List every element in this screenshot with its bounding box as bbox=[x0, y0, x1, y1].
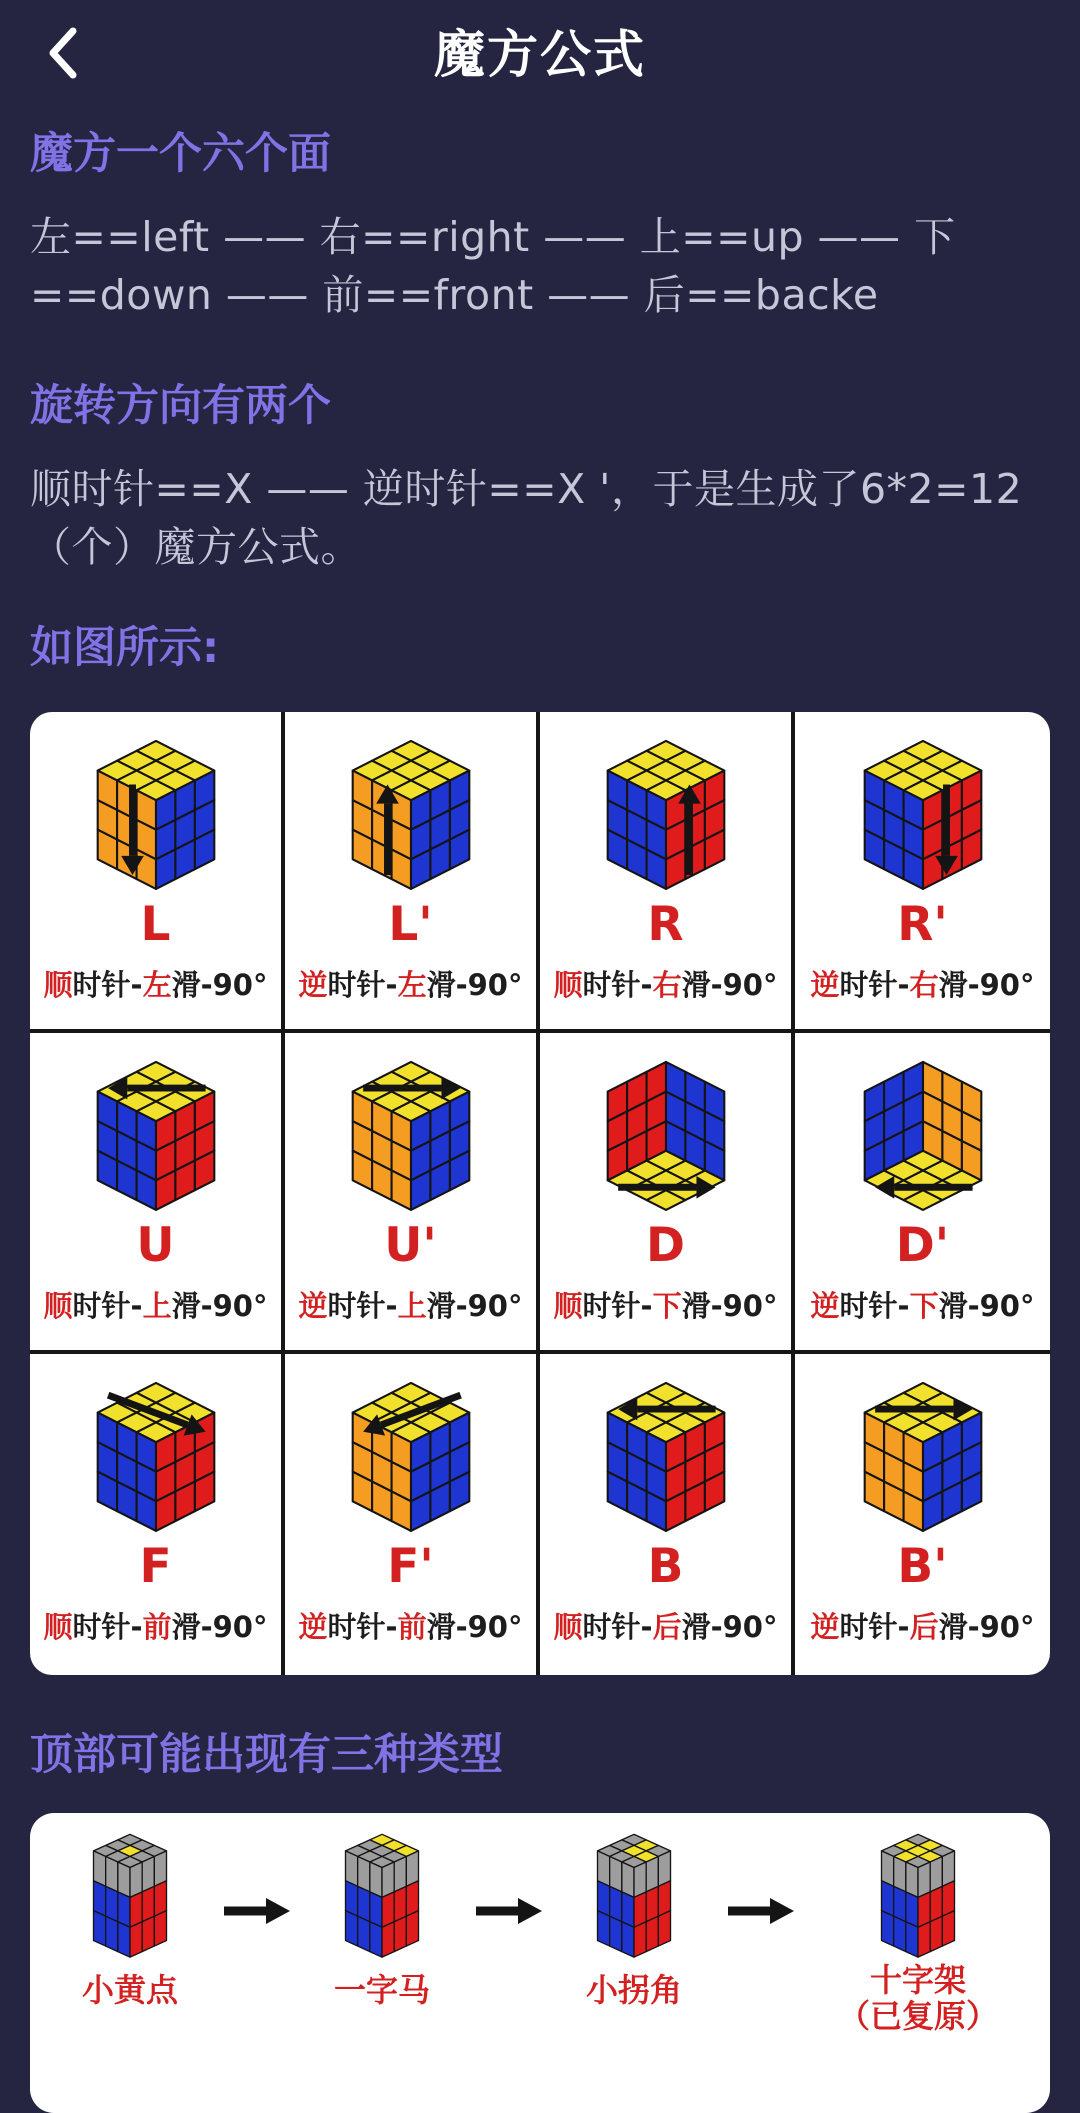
highlighted-char: 右 bbox=[909, 967, 939, 1002]
highlighted-char: 左 bbox=[142, 967, 172, 1002]
move-description bbox=[554, 1605, 778, 1646]
plain-text: 滑-90° bbox=[426, 1288, 523, 1323]
move-label: R' bbox=[897, 897, 948, 953]
stage-label-line1: 小拐角 bbox=[585, 1970, 682, 2009]
stage-label-line1: 十字架 bbox=[869, 1960, 966, 1999]
plain-text: 时针- bbox=[72, 967, 143, 1002]
highlighted-char: 逆 bbox=[298, 1288, 328, 1323]
stage-label bbox=[585, 1970, 682, 2009]
move-description bbox=[811, 1605, 1035, 1646]
move-label: F' bbox=[387, 1539, 434, 1595]
highlighted-char: 顺 bbox=[553, 967, 583, 1002]
highlighted-char: 左 bbox=[397, 967, 427, 1002]
move-description bbox=[299, 963, 523, 1004]
plain-text: 时针- bbox=[582, 1609, 653, 1644]
formula-cell-D-prime bbox=[795, 1033, 1050, 1354]
plain-text: 时针- bbox=[839, 1288, 910, 1323]
plain-text: 滑-90° bbox=[681, 1609, 778, 1644]
plain-text: 滑-90° bbox=[426, 967, 523, 1002]
formula-cell-D bbox=[540, 1033, 795, 1354]
move-description bbox=[299, 1284, 523, 1325]
plain-text: 时针- bbox=[72, 1609, 143, 1644]
cube-illustration-U-prime bbox=[337, 1055, 485, 1216]
top-types-image[interactable] bbox=[30, 1813, 1050, 2113]
plain-text: 滑-90° bbox=[426, 1609, 523, 1644]
cube-illustration-F-prime bbox=[337, 1376, 485, 1537]
cube-illustration-R-prime bbox=[849, 734, 997, 895]
stage-label bbox=[333, 1970, 430, 2009]
highlighted-char: 下 bbox=[652, 1288, 682, 1323]
page-title: 魔方公式 bbox=[433, 26, 646, 85]
formula-cell-B bbox=[540, 1354, 795, 1675]
plain-text: 滑-90° bbox=[171, 967, 268, 1002]
highlighted-char: 下 bbox=[909, 1288, 939, 1323]
move-description bbox=[554, 1284, 778, 1325]
formula-cell-R bbox=[540, 712, 795, 1033]
highlighted-char: 右 bbox=[652, 967, 682, 1002]
highlighted-char: 顺 bbox=[553, 1288, 583, 1323]
move-label: L' bbox=[388, 897, 433, 953]
plain-text: 滑-90° bbox=[171, 1609, 268, 1644]
move-label: B' bbox=[897, 1539, 948, 1595]
cube-illustration-B bbox=[592, 1376, 740, 1537]
plain-text: 时针- bbox=[327, 967, 398, 1002]
stage-cube-cross bbox=[876, 1831, 960, 1961]
move-description bbox=[811, 1284, 1035, 1325]
stage-cube-corner bbox=[592, 1831, 676, 1961]
cube-illustration-L-prime bbox=[337, 734, 485, 895]
move-label: U bbox=[136, 1218, 175, 1274]
highlighted-char: 顺 bbox=[43, 1609, 73, 1644]
cube-illustration-D-prime bbox=[849, 1055, 997, 1216]
section-heading-top-types: 顶部可能出现有三种类型 bbox=[30, 1730, 503, 1781]
back-button[interactable] bbox=[34, 20, 90, 86]
formula-cell-B-prime bbox=[795, 1354, 1050, 1675]
highlighted-char: 后 bbox=[909, 1609, 939, 1644]
formula-cell-L bbox=[30, 712, 285, 1033]
move-label: D bbox=[645, 1218, 685, 1274]
plain-text: 时针- bbox=[327, 1288, 398, 1323]
cube-illustration-B-prime bbox=[849, 1376, 997, 1537]
formula-grid bbox=[30, 712, 1050, 1675]
move-label: F bbox=[139, 1539, 172, 1595]
stage-label bbox=[837, 1960, 998, 2035]
highlighted-char: 前 bbox=[397, 1609, 427, 1644]
stage-cross bbox=[838, 1831, 998, 2035]
plain-text: 滑-90° bbox=[938, 967, 1035, 1002]
plain-text: 时针- bbox=[327, 1609, 398, 1644]
formula-diagram-image[interactable] bbox=[30, 712, 1050, 1675]
rotation-body-text: 顺时针==X —— 逆时针==X '，于是生成了6*2=12（个）魔方公式。 bbox=[30, 464, 1023, 572]
plain-text: 时针- bbox=[839, 1609, 910, 1644]
stage-cube-line bbox=[340, 1831, 424, 1961]
highlighted-char: 逆 bbox=[810, 1609, 840, 1644]
move-label: B bbox=[647, 1539, 684, 1595]
move-label: D' bbox=[895, 1218, 950, 1274]
highlighted-char: 逆 bbox=[298, 1609, 328, 1644]
stage-cube-dot bbox=[88, 1831, 172, 1961]
highlighted-char: 前 bbox=[142, 1609, 172, 1644]
highlighted-char: 顺 bbox=[43, 967, 73, 1002]
highlighted-char: 顺 bbox=[43, 1288, 73, 1323]
plain-text: 滑-90° bbox=[938, 1288, 1035, 1323]
stage-label-line1: 小黄点 bbox=[81, 1970, 178, 2009]
chevron-left-icon bbox=[43, 25, 81, 81]
section-heading-rotation: 旋转方向有两个 bbox=[30, 381, 331, 432]
section-heading-faces: 魔方一个六个面 bbox=[30, 129, 331, 179]
right-arrow-icon bbox=[472, 1891, 544, 1931]
cube-illustration-D bbox=[592, 1055, 740, 1216]
header bbox=[0, 0, 1080, 106]
plain-text: 时针- bbox=[582, 967, 653, 1002]
highlighted-char: 逆 bbox=[298, 967, 328, 1002]
cube-illustration-U bbox=[82, 1055, 230, 1216]
move-description bbox=[554, 963, 778, 1004]
formula-cell-L-prime bbox=[285, 712, 540, 1033]
move-description bbox=[44, 1605, 268, 1646]
stage-label-line2: （已复原） bbox=[837, 1996, 998, 2035]
cube-illustration-F bbox=[82, 1376, 230, 1537]
formula-cell-F bbox=[30, 1354, 285, 1675]
article-content bbox=[0, 128, 1080, 2113]
right-arrow-icon bbox=[220, 1891, 292, 1931]
plain-text: 时针- bbox=[72, 1288, 143, 1323]
plain-text: 滑-90° bbox=[681, 1288, 778, 1323]
stage-label-line1: 一字马 bbox=[333, 1970, 430, 2009]
plain-text: 时针- bbox=[582, 1288, 653, 1323]
move-label: U' bbox=[384, 1218, 437, 1274]
move-description bbox=[299, 1605, 523, 1646]
move-label: R bbox=[647, 897, 684, 953]
move-description bbox=[811, 963, 1035, 1004]
highlighted-char: 逆 bbox=[810, 967, 840, 1002]
formula-cell-U bbox=[30, 1033, 285, 1354]
formula-cell-U-prime bbox=[285, 1033, 540, 1354]
right-arrow-icon bbox=[724, 1891, 796, 1931]
plain-text: 滑-90° bbox=[938, 1609, 1035, 1644]
section-heading-diagram: 如图所示: bbox=[30, 623, 220, 674]
plain-text: 时针- bbox=[839, 967, 910, 1002]
move-description bbox=[44, 1284, 268, 1325]
highlighted-char: 上 bbox=[397, 1288, 427, 1323]
cube-illustration-L bbox=[82, 734, 230, 895]
formula-cell-R-prime bbox=[795, 712, 1050, 1033]
move-label: L bbox=[140, 897, 171, 953]
highlighted-char: 逆 bbox=[810, 1288, 840, 1323]
highlighted-char: 顺 bbox=[553, 1609, 583, 1644]
move-description bbox=[44, 963, 268, 1004]
stage-label bbox=[81, 1970, 178, 2009]
highlighted-char: 上 bbox=[142, 1288, 172, 1323]
cube-illustration-R bbox=[592, 734, 740, 895]
plain-text: 滑-90° bbox=[681, 967, 778, 1002]
faces-body-text: 左==left —— 右==right —— 上==up —— 下==down —— 前==front —— 后==backe bbox=[30, 212, 956, 319]
formula-cell-F-prime bbox=[285, 1354, 540, 1675]
plain-text: 滑-90° bbox=[171, 1288, 268, 1323]
highlighted-char: 后 bbox=[652, 1609, 682, 1644]
